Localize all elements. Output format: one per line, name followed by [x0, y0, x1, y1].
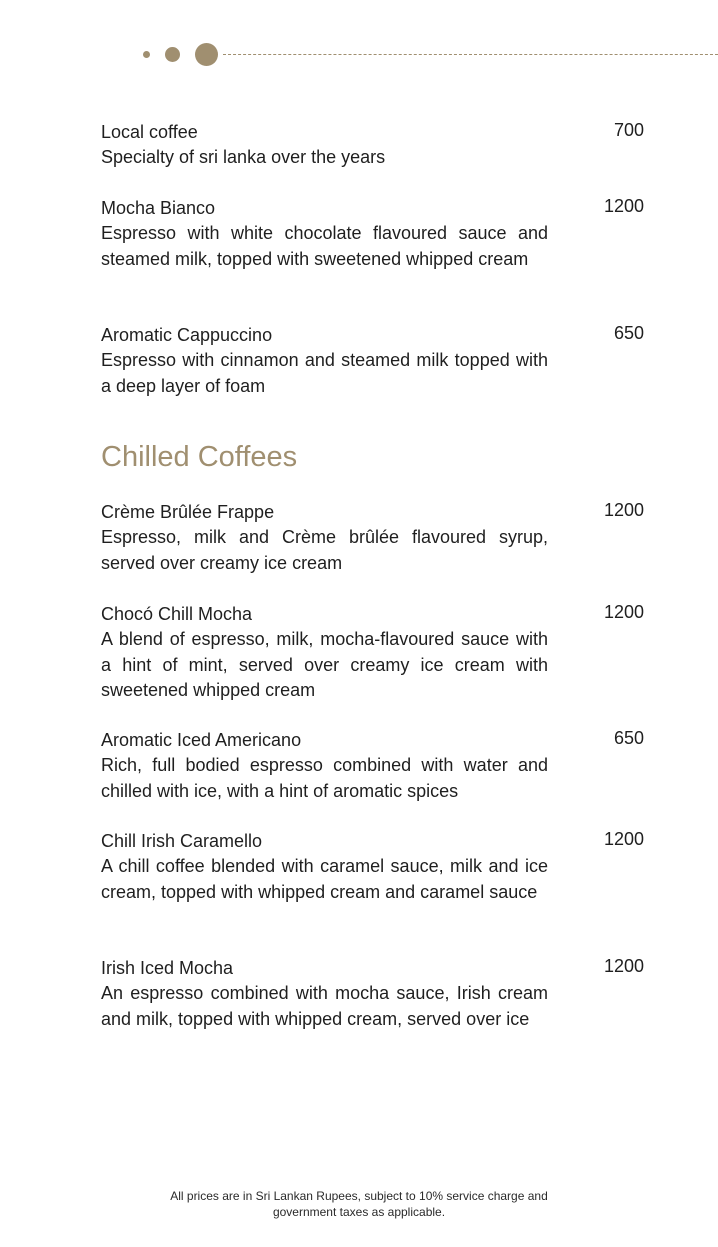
item-name: Crème Brûlée Frappe: [101, 502, 275, 522]
item-price: 700: [613, 120, 644, 140]
item-name: Mocha Bianco: [101, 198, 216, 218]
item-name: Aromatic Iced Americano: [101, 730, 302, 750]
item-price: 1200: [603, 500, 644, 520]
menu-item: [101, 829, 644, 905]
item-price: 1200: [603, 829, 644, 849]
item-description: An espresso combined with mocha sauce, Irish cream and milk, topped with whipped cream, served over ice: [101, 983, 548, 1029]
menu-item: [101, 602, 644, 704]
item-description: A chill coffee blended with caramel sauce, milk and ice cream, topped with whipped cream and caramel sauce: [101, 856, 548, 902]
footnote-line: government taxes as applicable.: [272, 1205, 446, 1219]
item-name: Aromatic Cappuccino: [101, 325, 273, 345]
item-price: 1200: [603, 196, 644, 216]
large-dot-icon: [195, 43, 218, 66]
menu-item: [101, 120, 644, 171]
item-name: Chill Irish Caramello: [101, 831, 263, 851]
item-price: 650: [613, 323, 644, 343]
pricing-footnote: [150, 1188, 568, 1220]
item-price: 1200: [603, 602, 644, 622]
menu-item: [101, 956, 644, 1032]
item-description: Espresso with cinnamon and steamed milk topped with a deep layer of foam: [101, 350, 548, 396]
item-description: Specialty of sri lanka over the years: [101, 147, 386, 167]
item-name: Local coffee: [101, 122, 198, 142]
item-description: A blend of espresso, milk, mocha-flavoured sauce with a hint of mint, served over creamy ice cream with sweetened whipped cream: [101, 629, 548, 700]
footnote-line: All prices are in Sri Lankan Rupees, subject to 10% service charge and: [170, 1189, 548, 1203]
menu-item: [101, 196, 644, 272]
item-description: Rich, full bodied espresso combined with water and chilled with ice, with a hint of aromatic spices: [101, 755, 548, 801]
small-dot-icon: [143, 51, 150, 58]
item-description: Espresso, milk and Crème brûlée flavoured syrup, served over creamy ice cream: [101, 527, 548, 573]
item-description: Espresso with white chocolate flavoured sauce and steamed milk, topped with sweetened whipped cream: [101, 223, 548, 269]
item-name: Irish Iced Mocha: [101, 958, 234, 978]
menu-item: [101, 500, 644, 576]
header-ornament: [140, 42, 718, 68]
dotted-rule: [223, 54, 718, 55]
item-price: 1200: [603, 956, 644, 976]
item-name: Chocó Chill Mocha: [101, 604, 253, 624]
section-title: Chilled Coffees: [101, 441, 298, 473]
menu-item: [101, 728, 644, 804]
menu-item: [101, 323, 644, 399]
item-price: 650: [613, 728, 644, 748]
medium-dot-icon: [165, 47, 180, 62]
